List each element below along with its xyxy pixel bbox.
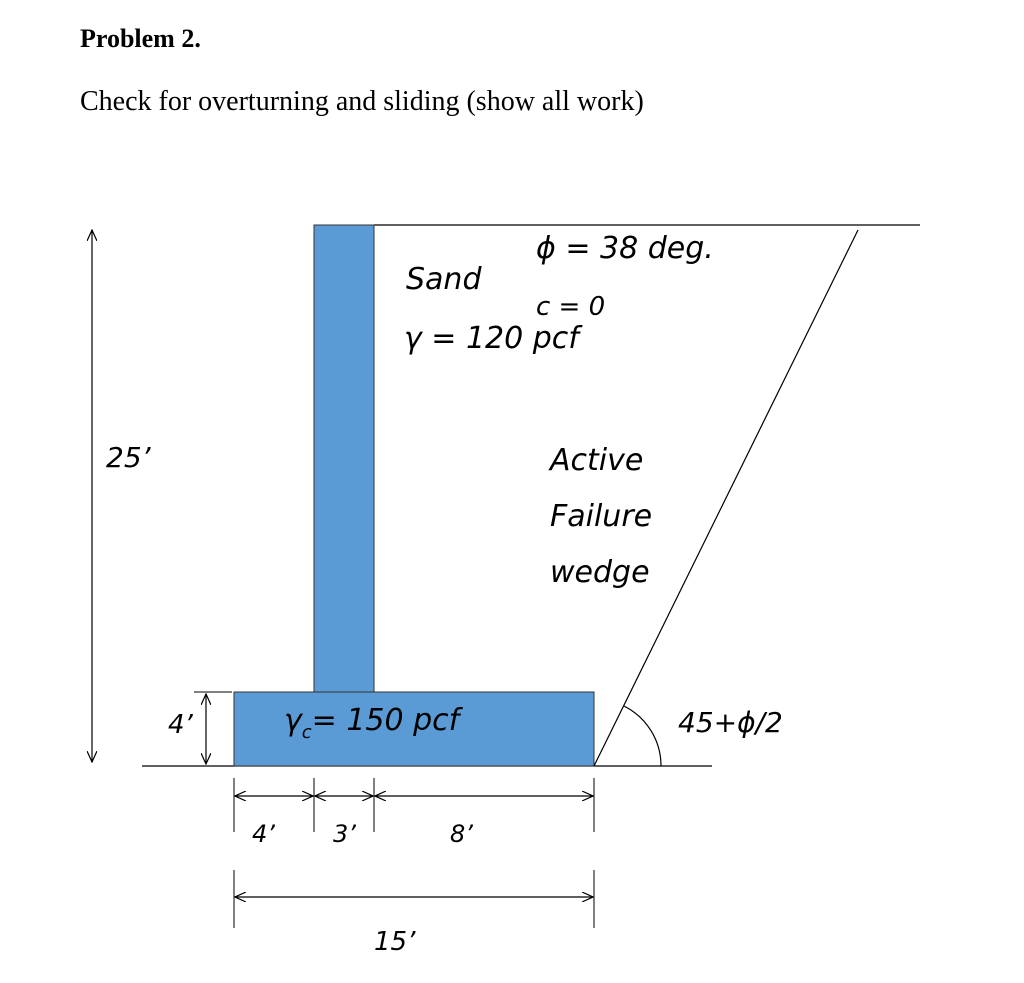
soil-friction-angle: ϕ = 38 deg. [536,231,714,266]
soil-cohesion: c = 0 [536,292,606,322]
angle-arc [624,706,661,766]
problem-instruction: Check for overturning and sliding (show all work) [80,86,644,117]
height-total-label: 25’ [106,441,151,474]
wedge-label-line1: Active [550,443,644,478]
heel-label: 8’ [450,820,473,848]
stem-label: 3’ [333,820,356,848]
failure-plane-line [594,230,858,766]
soil-name-label: Sand [406,262,482,297]
wedge-label-line2: Failure [550,499,653,534]
problem-heading: Problem 2. [80,24,201,53]
wedge-label-line3: wedge [550,555,650,590]
concrete-gamma-symbol: γ [284,703,302,738]
wall-stem [314,225,374,692]
concrete-unit-weight [284,703,464,743]
base-width-label: 15’ [374,927,416,957]
footing-thickness-label: 4’ [168,710,193,740]
concrete-gamma-subscript: c [301,722,312,743]
soil-unit-weight: γ = 120 pcf [404,321,579,356]
concrete-weight-value: = 150 pcf [311,703,460,738]
toe-label: 4’ [252,820,275,848]
failure-angle-label: 45+ϕ/2 [678,706,783,739]
